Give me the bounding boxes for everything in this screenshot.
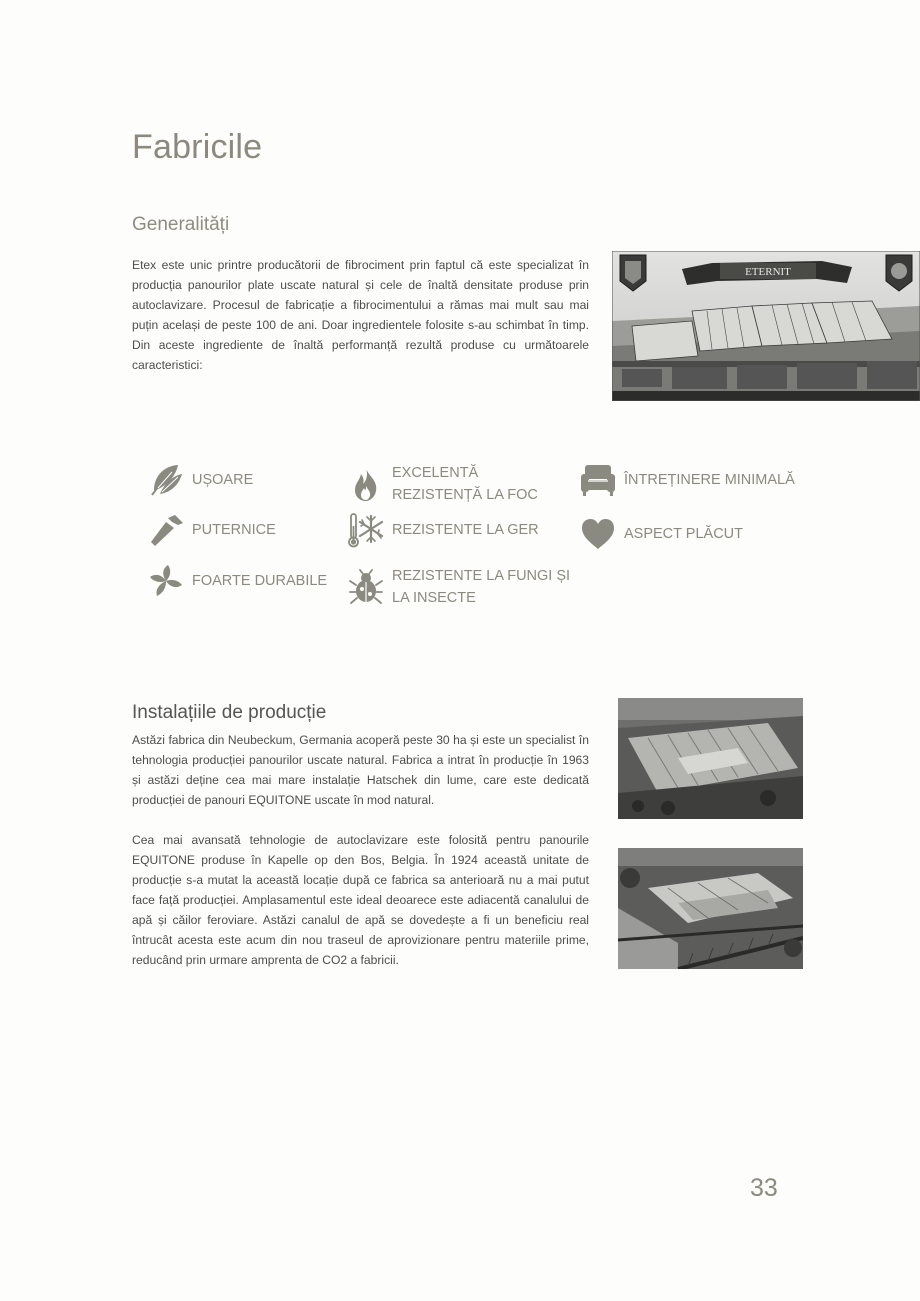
sofa-icon xyxy=(580,462,616,498)
feature-strong xyxy=(148,512,338,548)
bug-icon xyxy=(348,569,384,605)
page-title: Fabricile xyxy=(132,128,263,166)
general-paragraph: Etex este unic printre producătorii de fibrociment prin faptul că este specializat în producția panourilor plate uscate natural și cele de înaltă densitate produse prin autoclavizare. Procesul de fabricație a fibrocimentului a rămas mai mult sau mai puțin același de peste 100 de ani. Doar ingredientele folosite s-au schimbat în timp. Din aceste ingrediente de înaltă performanță rezultă produse cu următoarele caracteristici: xyxy=(132,258,589,372)
kapelle-aerial-photo xyxy=(618,848,803,969)
feature-label: ASPECT PLĂCUT xyxy=(624,526,743,542)
heart-icon xyxy=(580,516,616,552)
feature-label: FOARTE DURABILE xyxy=(192,573,328,589)
neubeckum-aerial-photo xyxy=(618,698,803,819)
leaves-icon xyxy=(148,563,184,599)
feature-label: ÎNTREȚINERE MINIMALĂ xyxy=(624,472,795,488)
feature-label: EXCELENTĂ REZISTENȚĂ LA FOC xyxy=(392,465,538,503)
production-paragraph-2: Cea mai avansată tehnologie de autoclavizare este folosită pentru panourile EQUITONE produse în Kapelle op den Bos, Belgia. În 1924 această unitate de producție s-a mutat la această locație după ce fabrica sa anterioară nu a mai putut face față producției. Amplasamentul este ideal deoarece este adiacentă canalului de apă și căilor feroviare. Astăzi canalul de apă se dovedește a fi un beneficiu real întrucât acesta este acum din nou traseul de aprovizionare pentru materiile prime, reducând prin urmare amprenta de CO2 a fabricii. xyxy=(132,833,589,967)
feature-fire xyxy=(348,462,570,506)
banner-text: ETERNIT xyxy=(745,266,791,278)
historic-factory-image xyxy=(612,251,920,401)
flame-icon xyxy=(348,466,384,502)
feature-label: REZISTENTE LA GER xyxy=(392,522,539,538)
feature-frost xyxy=(348,512,570,548)
feature-label: UȘOARE xyxy=(192,472,254,488)
section-heading-production: Instalațiile de producție xyxy=(132,702,327,723)
feature-light xyxy=(148,462,338,498)
feature-maintenance xyxy=(580,462,820,498)
hammer-icon xyxy=(148,512,184,548)
production-paragraph-1: Astăzi fabrica din Neubeckum, Germania acoperă peste 30 ha și este un specialist în tehnologia producției panourilor uscate natural. Fabrica a intrat în producție în 1963 și astăzi deține cea mai mare instalație Hatschek din lume, care este dedicată producției de panouri EQUITONE uscate în mod natural. xyxy=(132,733,589,807)
feature-durable xyxy=(148,563,338,599)
feather-icon xyxy=(148,462,184,498)
section-heading-general: Generalități xyxy=(132,214,230,235)
feature-label: PUTERNICE xyxy=(192,522,276,538)
frost-icon xyxy=(348,512,384,548)
feature-appearance xyxy=(580,516,820,552)
feature-pests xyxy=(348,565,588,609)
page-number: 33 xyxy=(750,1174,778,1202)
feature-label: REZISTENTE LA FUNGI ȘI LA INSECTE xyxy=(392,568,571,606)
